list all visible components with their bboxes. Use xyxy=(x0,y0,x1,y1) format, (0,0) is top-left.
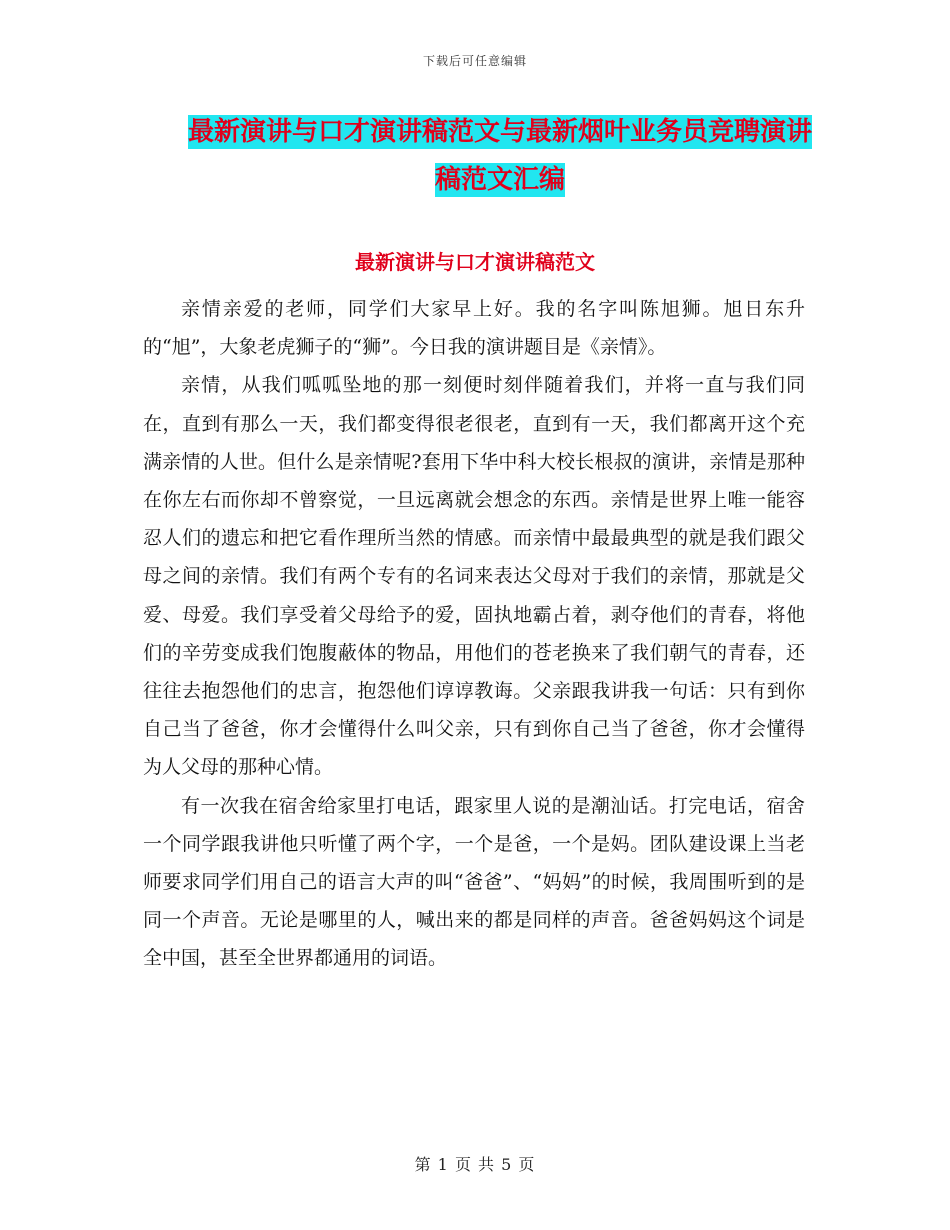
body-text xyxy=(143,290,805,978)
document-title xyxy=(180,108,820,204)
header-note: 下载后可任意编辑 xyxy=(422,54,527,68)
paragraph: 亲情，从我们呱呱坠地的那一刻便时刻伴随着我们，并将一直与我们同在，直到有那么一天，我们都变得很老很老，直到有一天，我们都离开这个充满亲情的人世。但什么是亲情呢?套用下华中科大校长根叔的演讲，亲情是那种在你左右而你却不曾察觉，一旦远离就会想念的东西。亲情是世界上唯一能容忍人们的遗忘和把它看作理所当然的情感。而亲情中最最典型的就是我们跟父母之间的亲情。我们有两个专有的名词来表达父母对于我们的亲情，那就是父爱、母爱。我们享受着父母给予的爱，固执地霸占着，剥夺他们的青春，将他们的辛劳变成我们饱腹蔽体的物品，用他们的苍老换来了我们朝气的青春，还往往去抱怨他们的忠言，抱怨他们谆谆教诲。父亲跟我讲我一句话：只有到你自己当了爸爸，你才会懂得什么叫父亲，只有到你自己当了爸爸，你才会懂得为人父母的那种心情。 xyxy=(143,374,805,779)
section-title: 最新演讲与口才演讲稿范文 xyxy=(355,250,595,274)
document-title-text: 最新演讲与口才演讲稿范文与最新烟叶业务员竞聘演讲稿范文汇编 xyxy=(187,117,812,195)
page-footer: 第 1 页 共 5 页 xyxy=(414,1155,536,1174)
paragraph: 亲情亲爱的老师，同学们大家早上好。我的名字叫陈旭狮。旭日东升的“旭”，大象老虎狮子的“狮”。今日我的演讲题目是《亲情》。 xyxy=(143,298,805,359)
paragraph: 有一次我在宿舍给家里打电话，跟家里人说的是潮汕话。打完电话，宿舍一个同学跟我讲他只听懂了两个字，一个是爸，一个是妈。团队建设课上当老师要求同学们用自己的语言大声的叫“爸爸”、“妈妈”的时候，我周围听到的是同一个声音。无论是哪里的人，喊出来的都是同样的声音。爸爸妈妈这个词是全中国，甚至全世界都通用的词语。 xyxy=(143,794,805,970)
